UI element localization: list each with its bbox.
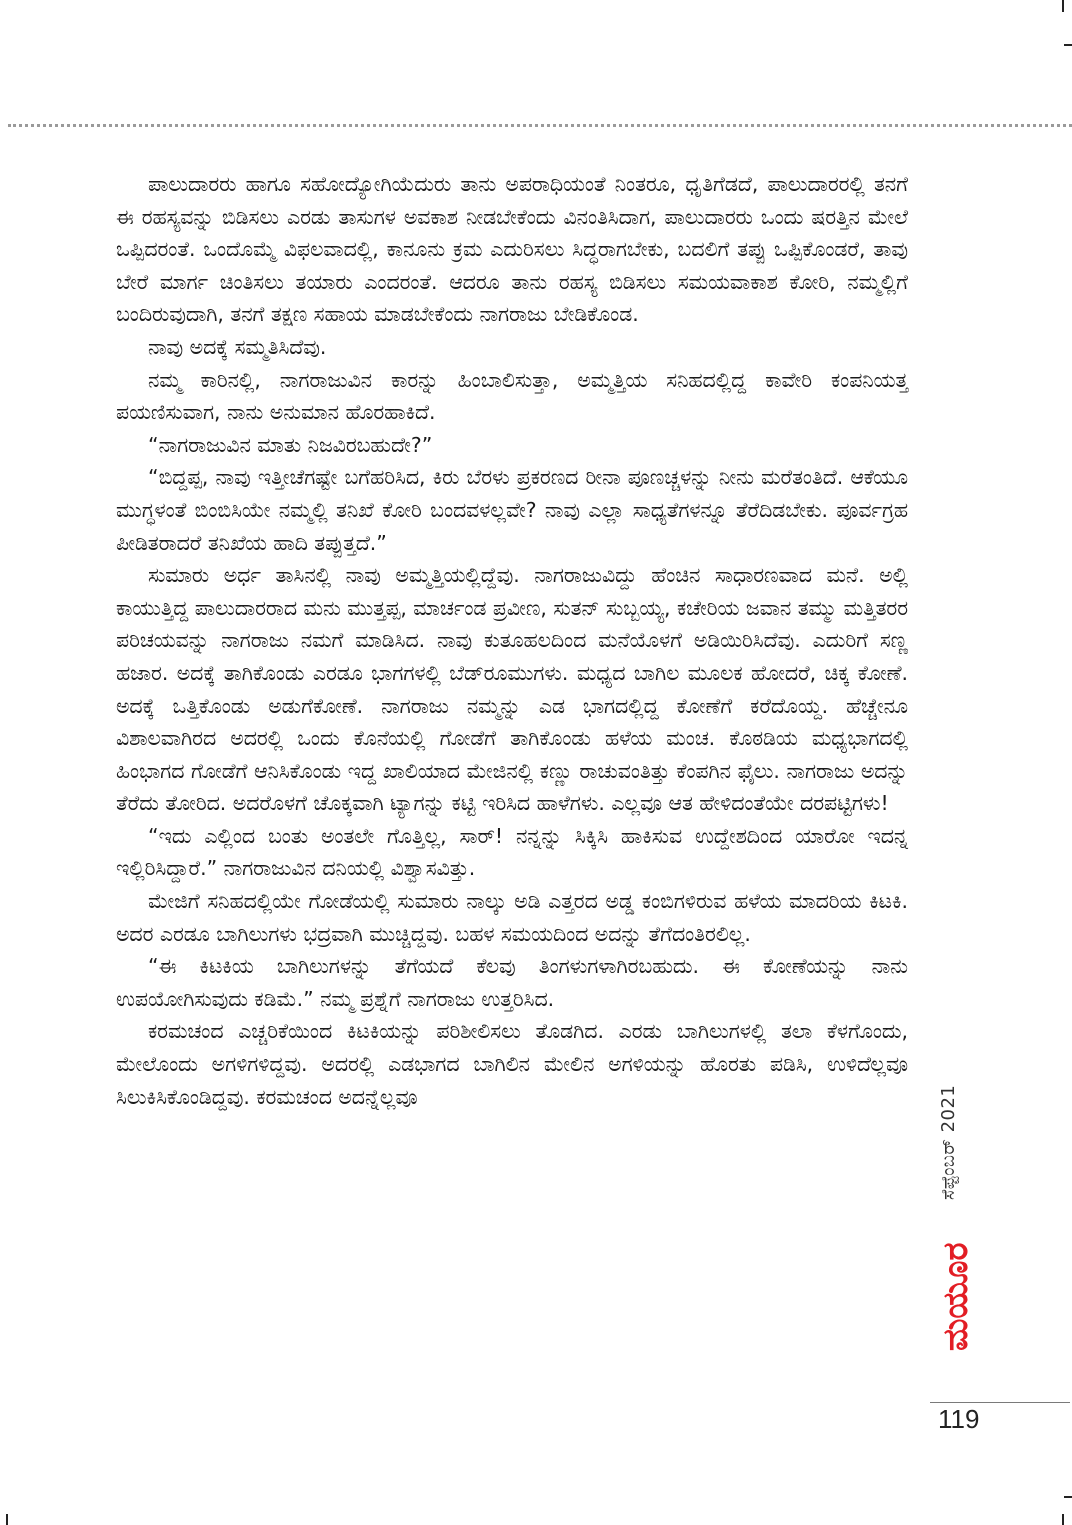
- article-paragraph: ಸುಮಾರು ಅರ್ಧ ತಾಸಿನಲ್ಲಿ ನಾವು ಅಮ್ಮತ್ತಿಯಲ್ಲಿದ್ದೆವು. ನಾಗರಾಜುವಿದ್ದು ಹೆಂಚಿನ ಸಾಧಾರಣವಾದ ಮನೆ. ಅಲ್ಲಿ ಕಾಯುತ್ತಿದ್ದ ಪಾಲುದಾರರಾದ ಮನು ಮುತ್ತಪ್ಪ, ಮಾರ್ಚಂಡ ಪ್ರವೀಣ, ಸುತನ್ ಸುಬ್ಬಯ್ಯ, ಕಚೇರಿಯ ಜವಾನ ತಮ್ಮು ಮತ್ತಿತರರ ಪರಿಚಯವನ್ನು ನಾಗರಾಜು ನಮಗೆ ಮಾಡಿಸಿದ. ನಾವು ಕುತೂಹಲದಿಂದ ಮನೆಯೊಳಗೆ ಅಡಿಯಿರಿಸಿದೆವು. ಎದುರಿಗೆ ಸಣ್ಣ ಹಜಾರ. ಅದಕ್ಕೆ ತಾಗಿಕೊಂಡು ಎರಡೂ ಭಾಗಗಳಲ್ಲಿ ಬೆಡ್‌ರೂಮುಗಳು. ಮಧ್ಯದ ಬಾಗಿಲ ಮೂಲಕ ಹೋದರೆ, ಚಿಕ್ಕ ಕೋಣೆ. ಅದಕ್ಕೆ ಒತ್ತಿಕೊಂಡು ಅಡುಗೆಕೋಣೆ. ನಾಗರಾಜು ನಮ್ಮನ್ನು ಎಡ ಭಾಗದಲ್ಲಿದ್ದ ಕೋಣೆಗೆ ಕರೆದೊಯ್ದ. ಹೆಚ್ಚೇನೂ ವಿಶಾಲವಾಗಿರದ ಅದರಲ್ಲಿ ಒಂದು ಕೊನೆಯಲ್ಲಿ ಗೋಡೆಗೆ ತಾಗಿಕೊಂಡು ಹಳೆಯ ಮಂಚ. ಕೊಠಡಿಯ ಮಧ್ಯಭಾಗದಲ್ಲಿ ಹಿಂಭಾಗದ ಗೋಡೆಗೆ ಆನಿಸಿಕೊಂಡು ಇದ್ದ ಖಾಲಿಯಾದ ಮೇಜಿನಲ್ಲಿ ಕಣ್ಣು ರಾಚುವಂತಿತ್ತು ಕೆಂಪಗಿನ ಫೈಲು. ನಾಗರಾಜು ಅದನ್ನು ತೆರೆದು ತೋರಿದ. ಅದರೊಳಗೆ ಚೊಕ್ಕವಾಗಿ ಟ್ಯಾಗನ್ನು ಕಟ್ಟಿ ಇರಿಸಿದ ಹಾಳೆಗಳು. ಎಲ್ಲವೂ ಆತ ಹೇಳಿದಂತೆಯೇ ದರಪಟ್ಟಿಗಳು!: [116, 563, 908, 816]
- crop-mark-right-upper: [1064, 44, 1072, 46]
- footer-rule: [930, 1402, 1070, 1403]
- magazine-sidebar: [936, 1084, 988, 1380]
- article-paragraph: “ನಾಗರಾಜುವಿನ ಮಾತು ನಿಜವಿರಬಹುದೇ?”: [148, 432, 433, 457]
- article-paragraph: “ಇದು ಎಲ್ಲಿಂದ ಬಂತು ಅಂತಲೇ ಗೊತ್ತಿಲ್ಲ, ಸಾರ್! ನನ್ನನ್ನು ಸಿಕ್ಕಿಸಿ ಹಾಕಿಸುವ ಉದ್ದೇಶದಿಂದ ಯಾರೋ ಇದನ್ನ ಇಲ್ಲಿರಿಸಿದ್ದಾರೆ.” ನಾಗರಾಜುವಿನ ದನಿಯಲ್ಲಿ ವಿಶ್ವಾಸವಿತ್ತು.: [116, 823, 908, 881]
- article-paragraph: ಪಾಲುದಾರರು ಹಾಗೂ ಸಹೋದ್ಯೋಗಿಯೆದುರು ತಾನು ಅಪರಾಧಿಯಂತೆ ನಿಂತರೂ, ಧೃತಿಗೆಡದೆ, ಪಾಲುದಾರರಲ್ಲಿ ತನಗೆ ಈ ರಹಸ್ಯವನ್ನು ಬಿಡಿಸಲು ಎರಡು ತಾಸುಗಳ ಅವಕಾಶ ನೀಡಬೇಕೆಂದು ವಿನಂತಿಸಿದಾಗ, ಪಾಲುದಾರರು ಒಂದು ಷರತ್ತಿನ ಮೇಲೆ ಒಪ್ಪಿದರಂತೆ. ಒಂದೊಮ್ಮೆ ವಿಫಲವಾದಲ್ಲಿ, ಕಾನೂನು ಕ್ರಮ ಎದುರಿಸಲು ಸಿದ್ಧರಾಗಬೇಕು, ಬದಲಿಗೆ ತಪ್ಪು ಒಪ್ಪಿಕೊಂಡರೆ, ತಾವು ಬೇರೆ ಮಾರ್ಗ ಚಿಂತಿಸಲು ತಯಾರು ಎಂದರಂತೆ. ಆದರೂ ತಾನು ರಹಸ್ಯ ಬಿಡಿಸಲು ಸಮಯವಾಕಾಶ ಕೋರಿ, ನಮ್ಮಲ್ಲಿಗೆ ಬಂದಿರುವುದಾಗಿ, ತನಗೆ ತಕ್ಷಣ ಸಹಾಯ ಮಾಡಬೇಕೆಂದು ನಾಗರಾಜು ಬೇಡಿಕೊಂಡ.: [116, 172, 909, 327]
- article-paragraph: ಮೇಜಿಗೆ ಸನಿಹದಲ್ಲಿಯೇ ಗೋಡೆಯಲ್ಲಿ ಸುಮಾರು ನಾಲ್ಕು ಅಡಿ ಎತ್ತರದ ಅಡ್ಡ ಕಂಬಿಗಳಿರುವ ಹಳೆಯ ಮಾದರಿಯ ಕಿಟಕಿ. ಅದರ ಎರಡೂ ಬಾಗಿಲುಗಳು ಭದ್ರವಾಗಿ ಮುಚ್ಚಿದ್ದವು. ಬಹಳ ಸಮಯದಿಂದ ಅದನ್ನು ತೆಗೆದಂತಿರಲಿಲ್ಲ.: [116, 889, 908, 946]
- crop-mark-bottom-right: [1062, 1514, 1064, 1525]
- crop-mark-bottom-left: [6, 1514, 8, 1525]
- issue-date: ಸೆಪ್ಟೆಂಬರ್ 2021: [938, 1084, 959, 1200]
- magazine-logo: ಮಯೂರ: [936, 1242, 976, 1352]
- crop-mark-top-right: [1062, 0, 1064, 12]
- article-body: [116, 168, 908, 1113]
- article-paragraph: ಕರಮಚಂದ ಎಚ್ಚರಿಕೆಯಿಂದ ಕಿಟಕಿಯನ್ನು ಪರಿಶೀಲಿಸಲು ತೊಡಗಿದ. ಎರಡು ಬಾಗಿಲುಗಳಲ್ಲಿ ತಲಾ ಕೆಳಗೊಂದು, ಮೇಲೊಂದು ಅಗಳಿಗಳಿದ್ದವು. ಅದರಲ್ಲಿ ಎಡಭಾಗದ ಬಾಗಿಲಿನ ಮೇಲಿನ ಅಗಳಿಯನ್ನು ಹೊರತು ಪಡಿಸಿ, ಉಳಿದೆಲ್ಲವೂ ಸಿಲುಕಿಸಿಕೊಂಡಿದ್ದವು. ಕರಮಚಂದ ಅದನ್ನೆಲ್ಲವೂ: [116, 1019, 908, 1109]
- crop-mark-right-lower: [1064, 1496, 1072, 1498]
- article-paragraph: ನಮ್ಮ ಕಾರಿನಲ್ಲಿ, ನಾಗರಾಜುವಿನ ಕಾರನ್ನು ಹಿಂಬಾಲಿಸುತ್ತಾ, ಅಮ್ಮತ್ತಿಯ ಸನಿಹದಲ್ಲಿದ್ದ ಕಾವೇರಿ ಕಂಪನಿಯತ್ತ ಪಯಣಿಸುವಾಗ, ನಾನು ಅನುಮಾನ ಹೊರಹಾಕಿದೆ.: [116, 367, 908, 425]
- article-paragraph: “ಈ ಕಿಟಕಿಯ ಬಾಗಿಲುಗಳನ್ನು ತೆಗೆಯದೆ ಕೆಲವು ತಿಂಗಳುಗಳಾಗಿರಬಹುದು. ಈ ಕೋಣೆಯನ್ನು ನಾನು ಉಪಯೋಗಿಸುವುದು ಕಡಿಮೆ.” ನಮ್ಮ ಪ್ರಶ್ನೆಗೆ ನಾಗರಾಜು ಉತ್ತರಿಸಿದ.: [116, 954, 908, 1011]
- article-paragraph: ನಾವು ಅದಕ್ಕೆ ಸಮ್ಮತಿಸಿದೆವು.: [148, 334, 327, 359]
- article-paragraph: “ಬಿದ್ದಪ್ಪ, ನಾವು ಇತ್ತೀಚೆಗಷ್ಟೇ ಬಗೆಹರಿಸಿದ, ಕಿರು ಬೆರಳು ಪ್ರಕರಣದ ರೀನಾ ಪೂಣಚ್ಚಳನ್ನು ನೀನು ಮರೆತಂತಿದೆ. ಆಕೆಯೂ ಮುಗ್ಧಳಂತೆ ಬಿಂಬಿಸಿಯೇ ನಮ್ಮಲ್ಲಿ ತನಿಖೆ ಕೋರಿ ಬಂದವಳಲ್ಲವೇ? ನಾವು ಎಲ್ಲಾ ಸಾಧ್ಯತೆಗಳನ್ನೂ ತೆರೆದಿಡಬೇಕು. ಪೂರ್ವಗ್ರಹ ಪೀಡಿತರಾದರೆ ತನಿಖೆಯ ಹಾದಿ ತಪ್ಪುತ್ತದೆ.”: [116, 465, 908, 555]
- header-dotted-rule: [8, 124, 1072, 127]
- page-number: 119: [938, 1404, 980, 1434]
